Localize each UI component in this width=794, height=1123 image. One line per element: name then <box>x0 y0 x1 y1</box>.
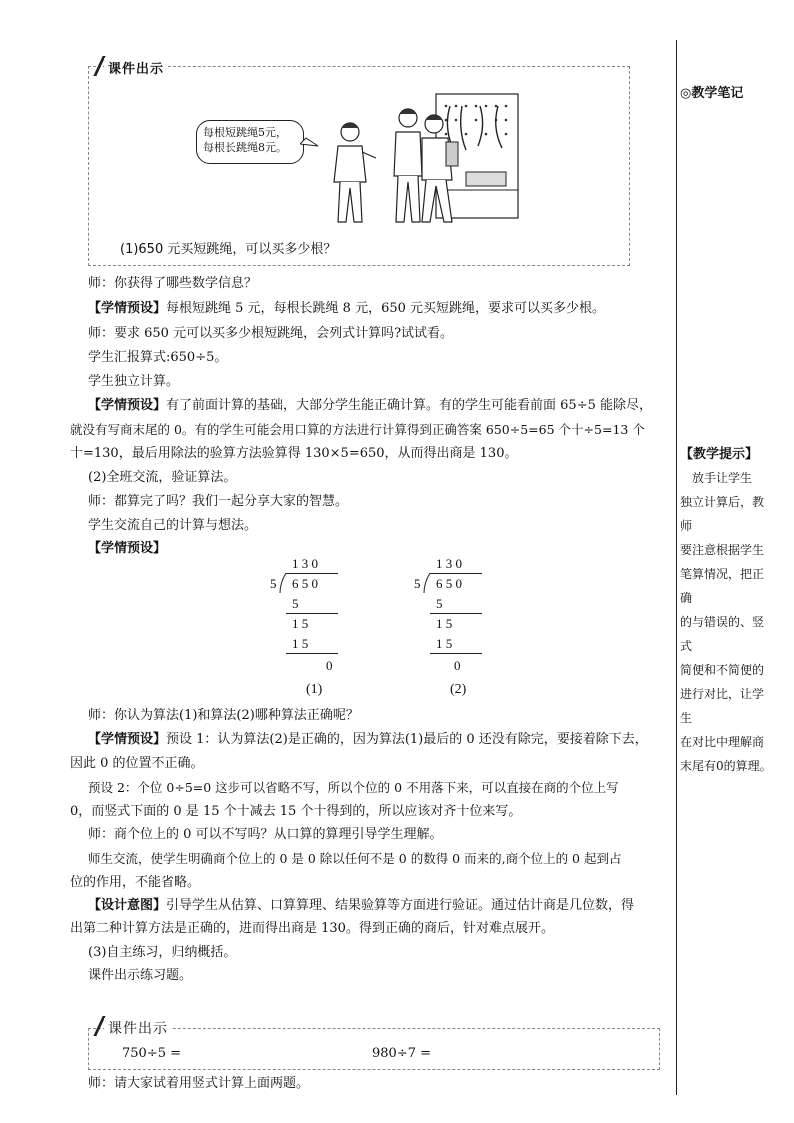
text-line: 师生交流，使学生明确商个位上的 0 是 0 除以任何不是 0 的数得 0 而来的,商个位上的 0 起到占 <box>88 851 622 866</box>
tag-label: 【学情预设】 <box>88 541 167 556</box>
tips-line: 独立计算后，教师 <box>680 495 765 533</box>
notes-title: ◎教学笔记 <box>680 86 744 101</box>
quotient: 1 3 0 <box>436 556 462 571</box>
text-line: 因此 0 的位置不正确。 <box>70 756 204 771</box>
algorithm-label: (2) <box>450 682 467 697</box>
long-division-1 <box>262 556 352 701</box>
tips-line: 的与错误的、竖式 <box>680 615 765 653</box>
division-bracket-icon <box>278 573 288 593</box>
text-line: 师：要求 650 元可以买多少根短跳绳，会列式计算吗?试试看。 <box>88 326 454 341</box>
tips-line: 在对比中理解商 <box>680 735 765 749</box>
step-rule <box>286 653 338 654</box>
tag-label: 【学情预设】 <box>88 398 167 413</box>
division-bracket-icon <box>422 573 432 593</box>
text-line: 课件出示练习题。 <box>88 968 193 983</box>
step-value: 1 5 <box>436 636 453 651</box>
text-line: 出第二种计算方法是正确的，进而得出商是 130。得到正确的商后，针对难点展开。 <box>70 921 554 936</box>
courseware-tag: 课件出示 <box>104 1018 172 1038</box>
text-line: 学生汇报算式:650÷5。 <box>88 350 228 365</box>
exercise-1: 750÷5 = <box>122 1046 182 1061</box>
bubble-line: 每根长跳绳8元。 <box>203 141 287 154</box>
shop-illustration <box>300 84 520 232</box>
tips-line: 要注意根据学生 <box>680 543 765 557</box>
tips-line: 进行对比，让学生 <box>680 687 765 725</box>
tag-label: 【学情预设】 <box>88 301 167 316</box>
text-line: 位的作用，不能省略。 <box>70 875 201 890</box>
tag-label: 【学情预设】 <box>88 732 167 747</box>
remainder: 0 <box>454 658 461 673</box>
step-rule <box>430 653 482 654</box>
tips-line: 简便和不简便的 <box>680 663 765 677</box>
dividend: 6 5 0 <box>292 576 318 591</box>
text-line: 师：都算完了吗？我们一起分享大家的智慧。 <box>88 494 349 509</box>
text-line <box>88 301 605 317</box>
divisor: 5 <box>414 576 421 591</box>
text-line: 师：请大家试着用竖式计算上面两题。 <box>88 1076 310 1091</box>
text-line: (3)自主练习，归纳概括。 <box>88 945 237 960</box>
step-value: 5 <box>292 596 299 611</box>
courseware-question: (1)650 元买短跳绳，可以买多少根？ <box>120 242 337 257</box>
step-rule <box>286 613 338 614</box>
courseware-tag: 课件出示 <box>104 58 168 77</box>
text-line: 就没有写商末尾的 0。有的学生可能会用口算的方法进行计算得到正确答案 650÷5=65 个十÷5=13 个 <box>70 422 645 437</box>
step-value: 5 <box>436 596 443 611</box>
step-rule <box>430 613 482 614</box>
tips-line: 末尾有0的算理。 <box>680 759 772 773</box>
text-line: 十=130，最后用除法的验算方法验算得 130×5=650，从而得出商是 130。 <box>70 446 518 461</box>
text-line: (2)全班交流，验证算法。 <box>88 470 237 485</box>
text-line <box>88 398 652 414</box>
algorithm-label: (1) <box>306 682 323 697</box>
long-division-2 <box>406 556 496 701</box>
tips-text <box>680 466 774 778</box>
quotient: 1 3 0 <box>292 556 318 571</box>
text-span: 有了前面计算的基础，大部分学生能正确计算。有的学生可能看前面 65÷5 能除尽， <box>166 398 652 413</box>
dividend: 6 5 0 <box>436 576 462 591</box>
step-value: 1 5 <box>292 616 309 631</box>
text-line <box>88 732 648 748</box>
text-line <box>88 898 634 914</box>
text-line: 学生交流自己的计算与想法。 <box>88 518 258 533</box>
tips-title: 【教学提示】 <box>680 447 759 462</box>
remainder: 0 <box>326 658 333 673</box>
exercise-2: 980÷7 = <box>372 1046 432 1061</box>
tips-line: 笔算情况，把正确 <box>680 567 765 605</box>
text-line: 预设 2：个位 0÷5=0 这步可以省略不写，所以个位的 0 不用落下来，可以直接在商的个位上写 <box>88 780 619 795</box>
text-span: 每根短跳绳 5 元，每根长跳绳 8 元，650 元买短跳绳，要求可以买多少根。 <box>166 301 606 316</box>
step-value: 1 5 <box>292 636 309 651</box>
text-span: 预设 1：认为算法(2)是正确的，因为算法(1)最后的 0 还没有除完，要接着除下去， <box>166 732 648 747</box>
text-line: 师：你获得了哪些数学信息？ <box>88 276 258 291</box>
division-bar <box>430 573 482 574</box>
tips-line: 放手让学生 <box>692 471 753 485</box>
text-line: 0，而竖式下面的 0 是 15 个十减去 15 个十得到的，所以应该对齐十位来写。 <box>70 804 522 819</box>
text-span: 引导学生从估算、口算算理、结果验算等方面进行验证。通过估计商是几位数，得 <box>166 898 635 913</box>
text-line: 师：商个位上的 0 可以不写吗？从口算的算理引导学生理解。 <box>88 827 443 842</box>
speech-bubble <box>196 120 304 164</box>
margin-rule <box>676 40 677 1095</box>
division-bar <box>286 573 338 574</box>
tag-label: 【设计意图】 <box>88 898 167 913</box>
text-line: 学生独立计算。 <box>88 374 180 389</box>
divisor: 5 <box>270 576 277 591</box>
step-value: 1 5 <box>436 616 453 631</box>
bubble-line: 每根短跳绳5元， <box>203 126 287 139</box>
text-line: 师：你认为算法(1)和算法(2)哪种算法正确呢？ <box>88 708 359 723</box>
